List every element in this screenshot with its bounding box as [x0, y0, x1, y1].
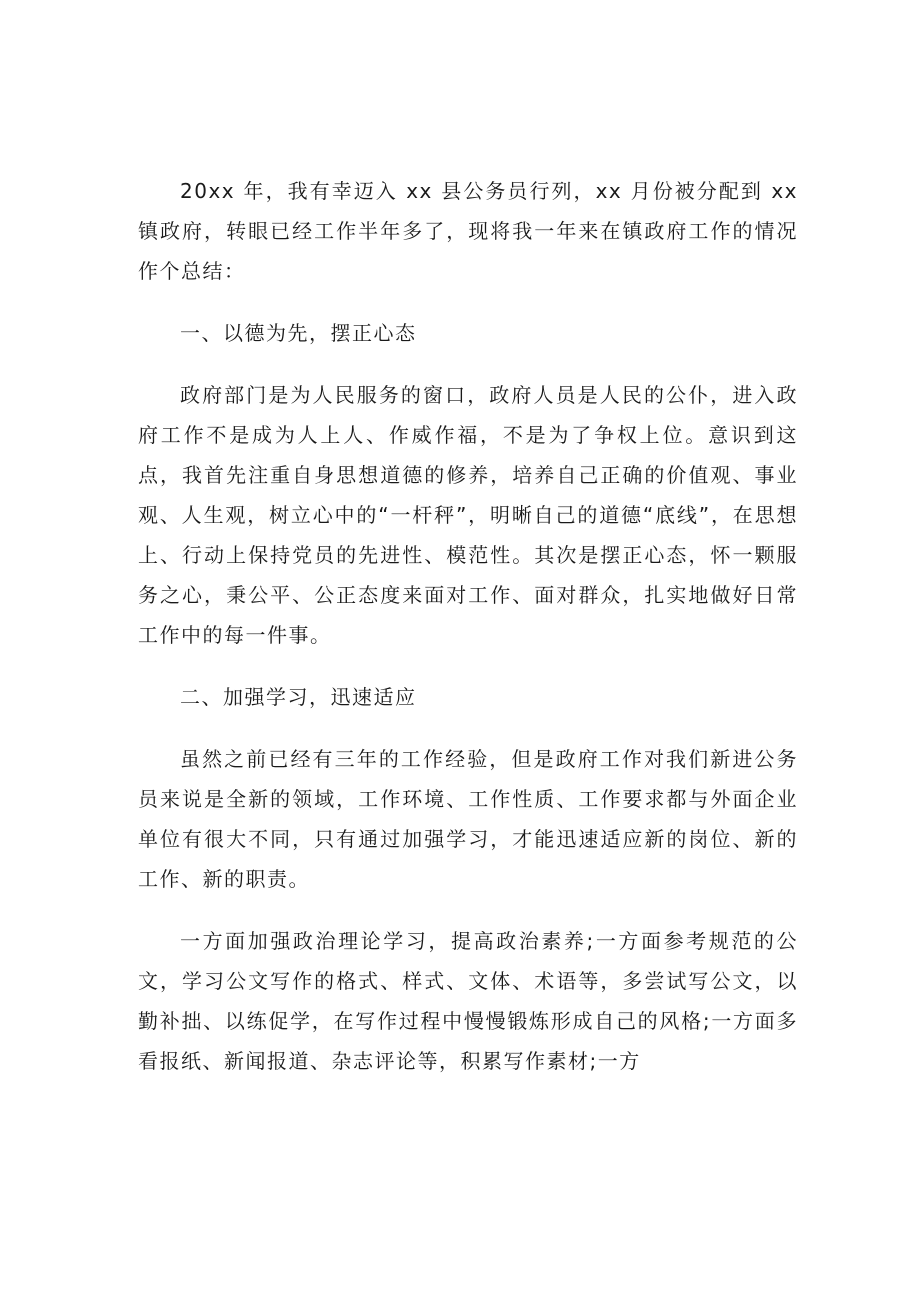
body-paragraph: 一方面加强政治理论学习，提高政治素养;一方面参考规范的公文，学习公文写作的格式、样式、文体、术语等，多尝试写公文，以勤补拙、以练促学，在写作过程中慢慢锻炼形成自己的风格;一方面多看报纸、新闻报道、杂志评论等，积累写作素材;一方	[138, 929, 798, 1073]
document-body	[138, 171, 798, 1103]
section-heading-1: 一、以德为先，摆正心态	[180, 321, 417, 345]
intro-paragraph: 20xx 年，我有幸迈入 xx 县公务员行列，xx 月份被分配到 xx 镇政府，转眼已经工作半年多了，现将我一年来在镇政府工作的情况作个总结：	[138, 179, 798, 283]
body-paragraph: 虽然之前已经有三年的工作经验，但是政府工作对我们新进公务员来说是全新的领域，工作环境、工作性质、工作要求都与外面企业单位有很大不同，只有通过加强学习，才能迅速适应新的岗位、新的工作、新的职责。	[138, 747, 798, 891]
section-heading-2: 二、加强学习，迅速适应	[180, 685, 417, 709]
body-paragraph: 政府部门是为人民服务的窗口，政府人员是人民的公仆，进入政府工作不是成为人上人、作威作福，不是为了争权上位。意识到这点，我首先注重自身思想道德的修养，培养自己正确的价值观、事业观、人生观，树立心中的“一杆秤”，明晰自己的道德“底线”，在思想上、行动上保持党员的先进性、模范性。其次是摆正心态，怀一颗服务之心，秉公平、公正态度来面对工作、面对群众，扎实地做好日常工作中的每一件事。	[138, 383, 798, 647]
